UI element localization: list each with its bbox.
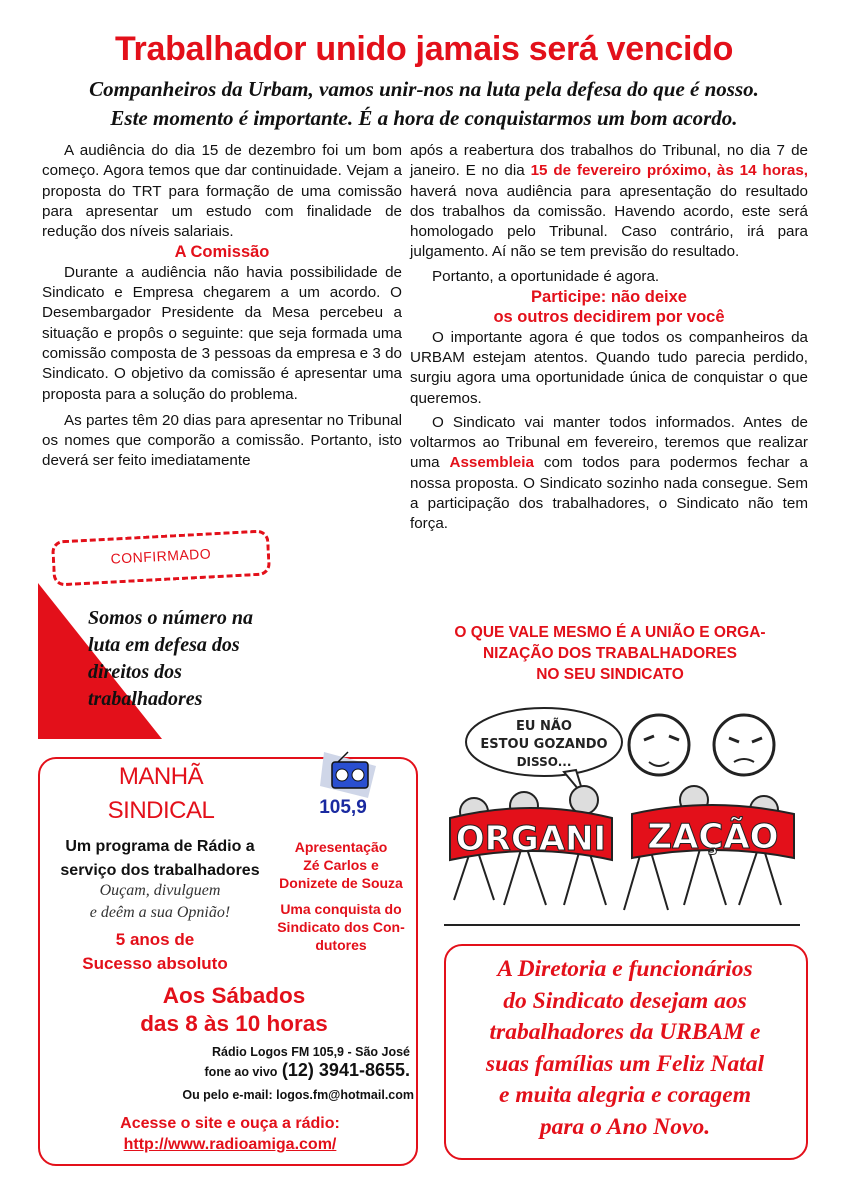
paragraph — [410, 141, 808, 263]
conquest-line: dutores — [315, 937, 367, 953]
schedule-line: das 8 às 10 horas — [140, 1011, 328, 1036]
text-run: haverá nova audiência para apresentação do resultado dos trabalhos da comissão. Havendo acordo, este será homologado pelo Tribunal. Caso contrário, irá para julgamento. Aí não se tem previsão do resultado. — [410, 182, 808, 261]
program-name-line-1: MANHÃ — [118, 763, 204, 790]
radio-url-link[interactable]: http://www.radioamiga.com/ — [123, 1136, 337, 1153]
paragraph: Durante a audiência não havia possibilidade de Sindicato e Empresa chegarem a um acordo. O Desembargador Presidente da Mesa percebeu a situação e propôs o seguinte: que seja formada uma comissão composta de 3 pessoas da empresa e 3 do Sindicato. O objetivo da comissão é apresentar uma proposta para a solução do problema. — [42, 263, 402, 403]
greeting-line: para o Ano Novo. — [539, 1113, 711, 1140]
radio-frequency: 105,9 — [319, 797, 367, 818]
text-run: O Sindicato vai manter todos informados. Antes de voltarmos ao Tribunal em fevereiro, teremos que realizar uma — [410, 413, 808, 472]
subtitle-line-1: Companheiros da Urbam, vamos unir-nos na luta pela defesa do que é nosso. — [89, 77, 759, 101]
slogan-line: NO SEU SINDICATO — [536, 666, 684, 683]
program-line: Um programa de Rádio a — [65, 838, 255, 855]
slogan-line: O QUE VALE MESMO É A UNIÃO E ORGA- — [454, 624, 766, 641]
conquest-note — [268, 900, 414, 954]
text-run: com todos para podermos fechar a nossa proposta. O Sindicato sozinho nada consegue. Sem a participação dos trabalhadores, o Sindicato não tem força. — [410, 454, 808, 533]
email-line: Ou pelo e-mail: logos.fm@hotmail.com — [182, 1088, 414, 1102]
banner-right-text: ZAÇÃO — [647, 817, 779, 857]
presenters-line: Apresentação — [294, 839, 388, 855]
presenters-line: Zé Carlos e — [303, 857, 379, 873]
listen-call — [62, 880, 258, 924]
station-name: Rádio Logos FM 105,9 - São José — [212, 1045, 410, 1059]
presenters-line: Donizete de Souza — [279, 875, 403, 891]
greeting-line: e muita alegria e coragem — [499, 1082, 751, 1108]
greeting-line: suas famílias um Feliz Natal — [485, 1050, 765, 1077]
right-column — [410, 141, 808, 535]
success-line: 5 anos de — [115, 930, 195, 949]
somos-slogan: Somos o número na luta em defesa dos direitos dos trabalhadores — [88, 607, 254, 710]
subtitle-line-2: Este momento é importante. É a hora de conquistarmos um bom acordo. — [110, 106, 738, 130]
listen-line: Ouçam, divulguem — [99, 882, 221, 899]
section-heading-line-1: Participe: não deixe — [531, 288, 687, 307]
paragraph: Portanto, a oportunidade é agora. — [432, 267, 660, 285]
holiday-greeting — [448, 954, 802, 1143]
schedule-line: Aos Sábados — [162, 983, 306, 1008]
paragraph: O importante agora é que todos os companheiros da URBAM estejam atentos. Quando tudo parecia perdido, surgiu agora uma oportunidade única de conquistar o que queremos. — [410, 328, 808, 407]
schedule — [84, 982, 384, 1038]
slogan-line: NIZAÇÃO DOS TRABALHADORES — [482, 645, 738, 662]
listen-line: e deêm a sua Opnião! — [89, 904, 231, 921]
radio-icon — [318, 748, 380, 800]
phone-line — [160, 1060, 410, 1081]
section-heading-line-2: os outros decidirem por você — [493, 308, 725, 327]
banner-left-text: ORGANI — [455, 819, 607, 859]
text-run: após a reabertura dos trabalhos do Tribunal, no dia 7 de janeiro. E no dia — [410, 142, 808, 180]
greeting-line: A Diretoria e funcionários — [497, 956, 753, 982]
section-heading: A Comissão — [174, 243, 270, 262]
paragraph — [410, 413, 808, 535]
speech-line: EU NÃO — [516, 719, 572, 734]
greeting-line: do Sindicato desejam aos — [503, 987, 747, 1014]
program-name-line-2: SINDICAL — [107, 797, 215, 824]
success-text — [60, 928, 250, 976]
organizacao-cartoon — [444, 700, 800, 938]
highlight-assembleia: Assembleia — [449, 454, 534, 472]
page-title: Trabalhador unido jamais será vencido — [114, 30, 734, 68]
confirmado-stamp — [51, 529, 271, 586]
success-line: Sucesso absoluto — [82, 954, 228, 973]
paragraph: A audiência do dia 15 de dezembro foi um bom começo. Agora temos que dar continuidade. Vejam a proposta do TRT para formação de uma comissão para apresentar um estudo com finalidade de redução dos níveis salariais. — [42, 142, 402, 241]
program-line: serviço dos trabalhadores — [60, 862, 260, 879]
union-slogan — [420, 622, 800, 685]
phone-number: (12) 3941-8655. — [281, 1060, 410, 1080]
conquest-line: Uma conquista do — [280, 901, 402, 917]
greeting-line: trabalhadores da URBAM e — [489, 1019, 761, 1045]
phone-label: fone ao vivo — [204, 1065, 278, 1079]
program-description — [40, 835, 280, 883]
speech-line: ESTOU GOZANDO — [480, 737, 608, 752]
stamp-text: CONFIRMADO — [110, 545, 212, 567]
highlight-date: 15 de fevereiro próximo, às 14 horas, — [530, 162, 809, 180]
paragraph: As partes têm 20 dias para apresentar no Tribunal os nomes que comporão a comissão. Portanto, isto deverá ser feito imediatamente — [42, 411, 402, 470]
site-access — [80, 1113, 380, 1155]
access-text: Acesse o site e ouça a rádio: — [120, 1115, 340, 1132]
speech-line: DISSO... — [516, 755, 572, 769]
presenters — [268, 838, 414, 892]
left-column — [42, 141, 402, 472]
conquest-line: Sindicato dos Con- — [277, 919, 405, 935]
